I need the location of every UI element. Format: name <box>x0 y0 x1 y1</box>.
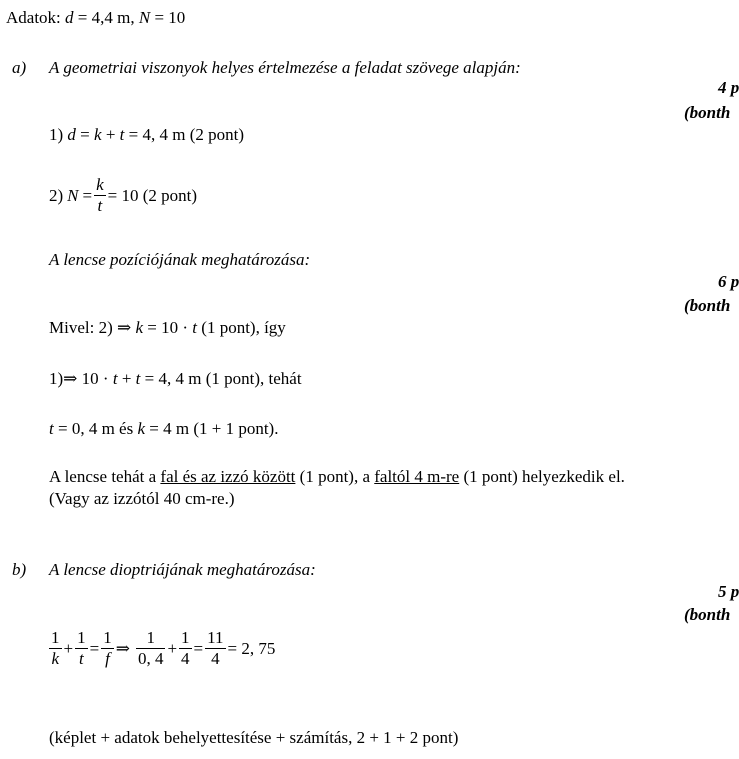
eq2-equals: = <box>82 185 93 205</box>
eq5-rest1: = 0, 4 m és <box>57 419 138 438</box>
eq5-k: k <box>137 419 146 438</box>
eq3-t: t <box>192 318 198 337</box>
position-heading: A lencse pozíciójának meghatározása: <box>49 250 311 269</box>
frac6-den: 4 <box>211 649 220 668</box>
part-a-bonth: (bonth <box>684 103 731 122</box>
part-a-heading: A geometriai viszonyok helyes értelmezése a feladat szövege alapján: <box>49 58 521 77</box>
part-b-heading: A lencse dioptriájának meghatározása: <box>49 560 316 579</box>
eq4-part1: 10 · <box>81 369 109 388</box>
frac3-num: 1 <box>103 628 112 647</box>
equation-1 <box>49 125 244 145</box>
given-data <box>6 8 185 28</box>
eq3-label: Mivel: 2) <box>49 318 113 337</box>
conclusion-alt: (Vagy az izzótól 40 cm-re.) <box>49 489 235 508</box>
conclusion-paragraph <box>49 467 625 487</box>
frac-11-over-4 <box>205 628 225 669</box>
eq1-d: d <box>67 125 76 144</box>
eq3-k: k <box>135 318 144 337</box>
frac4-num: 1 <box>136 628 166 649</box>
frac-1-over-f <box>101 628 114 669</box>
frac6-num: 11 <box>207 628 224 647</box>
eq4-t1: t <box>112 369 118 388</box>
equation-5 <box>49 419 278 439</box>
frac-1-over-4 <box>179 628 192 669</box>
eq3-rest2: (1 pont), így <box>201 318 286 337</box>
eq2-rest: = 10 (2 pont) <box>107 185 198 205</box>
part-a-letter: a) <box>12 58 27 77</box>
lens-formula <box>47 628 275 669</box>
scoring-note: (képlet + adatok behelyettesítése + számítás, 2 + 1 + 2 pont) <box>49 728 459 747</box>
eq2-prefix: 2) <box>49 185 64 205</box>
formula-equals-1: = <box>89 638 100 658</box>
var-n: N <box>138 8 151 27</box>
n-value: = 10 <box>154 8 186 27</box>
equation-4 <box>49 369 302 389</box>
para-text-1: A lencse tehát a <box>49 467 161 486</box>
var-d: d <box>65 8 74 27</box>
para-underline-1: fal és az izzó között <box>160 467 296 486</box>
given-label: Adatok: <box>6 8 61 27</box>
frac5-num: 1 <box>181 628 190 647</box>
frac-1-over-t <box>75 628 88 669</box>
equation-2 <box>49 175 197 216</box>
frac-1-over-k <box>49 628 62 669</box>
eq5-rest2: = 4 m (1 + 1 pont). <box>149 419 279 438</box>
eq1-rest: = 4, 4 m (2 pont) <box>128 125 244 144</box>
eq4-prefix: 1) <box>49 369 64 388</box>
para-text-3: (1 pont) helyezkedik el. <box>459 467 625 486</box>
frac2-num: 1 <box>77 628 86 647</box>
eq4-plus: + <box>121 369 132 388</box>
equation-3 <box>49 318 286 338</box>
eq2-num: k <box>96 175 104 194</box>
eq4-t2: t <box>135 369 141 388</box>
para-text-2: (1 pont), a <box>295 467 375 486</box>
frac1-num: 1 <box>51 628 60 647</box>
para-underline-2: faltól 4 m-re <box>374 467 460 486</box>
eq1-t: t <box>119 125 125 144</box>
formula-equals-2: = <box>193 638 204 658</box>
eq1-k: k <box>94 125 102 144</box>
frac-1-over-0-4 <box>136 628 166 669</box>
eq3-rest1: = 10 · <box>147 318 189 337</box>
frac4-den: 0, 4 <box>137 649 164 668</box>
eq1-plus: + <box>105 125 116 144</box>
part-a-points: 4 p <box>718 78 739 97</box>
eq2-fraction <box>94 175 106 216</box>
frac3-den: f <box>105 649 110 668</box>
eq2-den: t <box>97 196 103 215</box>
frac1-den: k <box>51 649 60 668</box>
formula-result: = 2, 75 <box>227 638 276 658</box>
eq1-equals: = <box>80 125 90 144</box>
part-b-bonth: (bonth <box>684 605 731 624</box>
eq3-arrow: ⇒ <box>117 318 132 337</box>
formula-plus-2: + <box>167 638 178 658</box>
position-bonth: (bonth <box>684 296 731 315</box>
position-points: 6 p <box>718 272 739 291</box>
frac5-den: 4 <box>181 649 190 668</box>
eq5-t: t <box>49 419 54 438</box>
part-b-letter: b) <box>12 560 27 579</box>
formula-arrow: ⇒ <box>115 638 130 658</box>
eq2-n: N <box>67 185 79 205</box>
d-value: = 4,4 m, <box>77 8 135 27</box>
frac2-den: t <box>78 649 84 668</box>
eq4-arrow: ⇒ <box>63 369 78 388</box>
eq1-prefix: 1) <box>49 125 64 144</box>
part-b-points: 5 p <box>718 582 739 601</box>
formula-plus-1: + <box>63 638 74 658</box>
eq4-rest: = 4, 4 m (1 pont), tehát <box>144 369 302 388</box>
